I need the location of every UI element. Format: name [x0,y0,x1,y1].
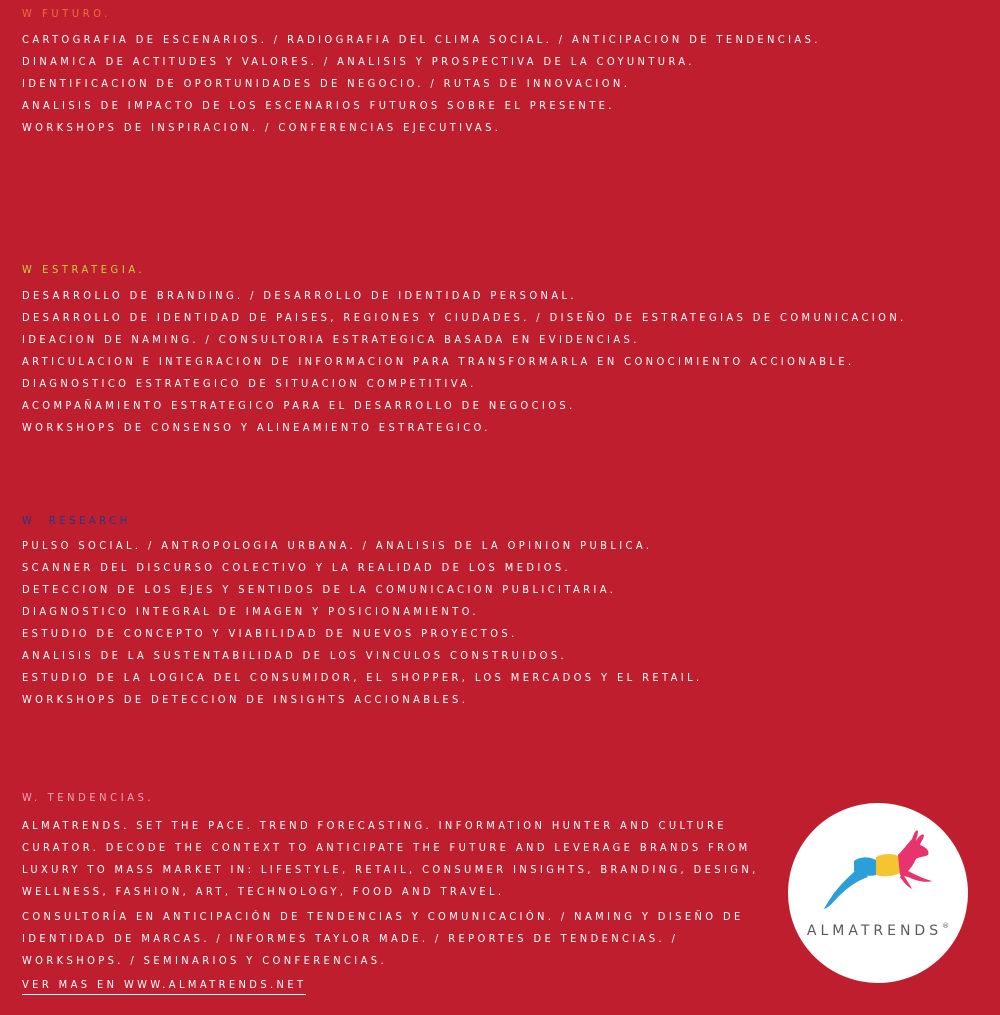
section-research [22,514,782,711]
futuro-service-line: DINAMICA DE ACTITUDES Y VALORES. / ANALISIS Y PROSPECTIVA DE LA COYUNTURA. [22,55,695,68]
estrategia-service-line: ARTICULACION E INTEGRACION DE INFORMACION PARA TRANSFORMARLA EN CONOCIMIENTO ACCIONABLE. [22,355,855,368]
research-service-line: DIAGNOSTICO INTEGRAL DE IMAGEN Y POSICIONAMIENTO. [22,605,479,618]
tendencias-services: CONSULTORÍA EN ANTICIPACIÓN DE TENDENCIAS Y COMUNICACIÓN. / NAMING Y DISEÑO DE IDENTIDAD DE MARCAS. / INFORMES TAYLOR MADE. / REPORTES DE TENDENCIAS. / WORKSHOPS. / SEMINARIOS Y CONFERENCIAS. [22,910,744,967]
futuro-services-list [22,29,821,139]
section-tendencias [22,791,782,995]
section-heading-futuro: W FUTURO. [22,7,111,20]
estrategia-service-line: DESARROLLO DE IDENTIDAD DE PAISES, REGIONES Y CIUDADES. / DISEÑO DE ESTRATEGIAS DE COMUNICACION. [22,311,907,324]
research-service-line: DETECCION DE LOS EJES Y SENTIDOS DE LA COMUNICACION PUBLICITARIA. [22,583,617,596]
estrategia-services-list [22,285,907,439]
section-heading-estrategia: W ESTRATEGIA. [22,263,146,276]
almatrends-logo [788,803,968,983]
tendencias-body [22,815,782,995]
estrategia-service-line: WORKSHOPS DE CONSENSO Y ALINEAMIENTO ESTRATEGICO. [22,421,491,434]
research-service-line: SCANNER DEL DISCURSO COLECTIVO Y LA REALIDAD DE LOS MEDIOS. [22,561,572,574]
futuro-service-line: WORKSHOPS DE INSPIRACION. / CONFERENCIAS EJECUTIVAS. [22,121,502,134]
section-heading-tendencias: W. TENDENCIAS. [22,791,155,804]
section-estrategia [22,263,907,439]
research-service-line: PULSO SOCIAL. / ANTROPOLOGIA URBANA. / ANALISIS DE LA OPINION PUBLICA. [22,539,653,552]
research-service-line: ESTUDIO DE LA LOGICA DEL CONSUMIDOR, EL SHOPPER, LOS MERCADOS Y EL RETAIL. [22,671,703,684]
estrategia-service-line: DIAGNOSTICO ESTRATEGICO DE SITUACION COMPETITIVA. [22,377,477,390]
logo-name: ALMATRENDS [806,923,943,939]
research-service-line: ANALISIS DE LA SUSTENTABILIDAD DE LOS VINCULOS CONSTRUIDOS. [22,649,568,662]
almatrends-website-link[interactable]: VER MAS EN WWW.ALMATRENDS.NET [22,976,306,995]
tendencias-description: ALMATRENDS. SET THE PACE. TREND FORECASTING. INFORMATION HUNTER AND CULTURE CURATOR. DECODE THE CONTEXT TO ANTICIPATE THE FUTURE AND LEVERAGE BRANDS FROM LUXURY TO MASS MARKET IN: LIFESTYLE, RETAIL, CONSUMER INSIGHTS, BRANDING, DESIGN, WELLNESS, FASHION, ART, TECHNOLOGY, FOOD AND TRAVEL. [22,819,759,898]
registered-mark: ® [942,922,950,930]
futuro-service-line: IDENTIFICACION DE OPORTUNIDADES DE NEGOCIO. / RUTAS DE INNOVACION. [22,77,631,90]
research-service-line: ESTUDIO DE CONCEPTO Y VIABILIDAD DE NUEVOS PROYECTOS. [22,627,518,640]
estrategia-service-line: ACOMPAÑAMIENTO ESTRATEGICO PARA EL DESARROLLO DE NEGOCIOS. [22,399,576,412]
research-service-line: WORKSHOPS DE DETECCION DE INSIGHTS ACCIONABLES. [22,693,469,706]
estrategia-service-line: IDEACION DE NAMING. / CONSULTORIA ESTRATEGICA BASADA EN EVIDENCIAS. [22,333,640,346]
estrategia-service-line: DESARROLLO DE BRANDING. / DESARROLLO DE IDENTIDAD PERSONAL. [22,289,577,302]
research-services-list [22,535,782,711]
leaping-hare-icon [820,827,936,919]
futuro-service-line: CARTOGRAFIA DE ESCENARIOS. / RADIOGRAFIA DEL CLIMA SOCIAL. / ANTICIPACION DE TENDENCIAS. [22,33,821,46]
section-heading-research: W RESEARCH [22,514,131,527]
futuro-service-line: ANALISIS DE IMPACTO DE LOS ESCENARIOS FUTUROS SOBRE EL PRESENTE. [22,99,615,112]
section-futuro [22,7,821,139]
logo-wordmark [788,922,968,939]
